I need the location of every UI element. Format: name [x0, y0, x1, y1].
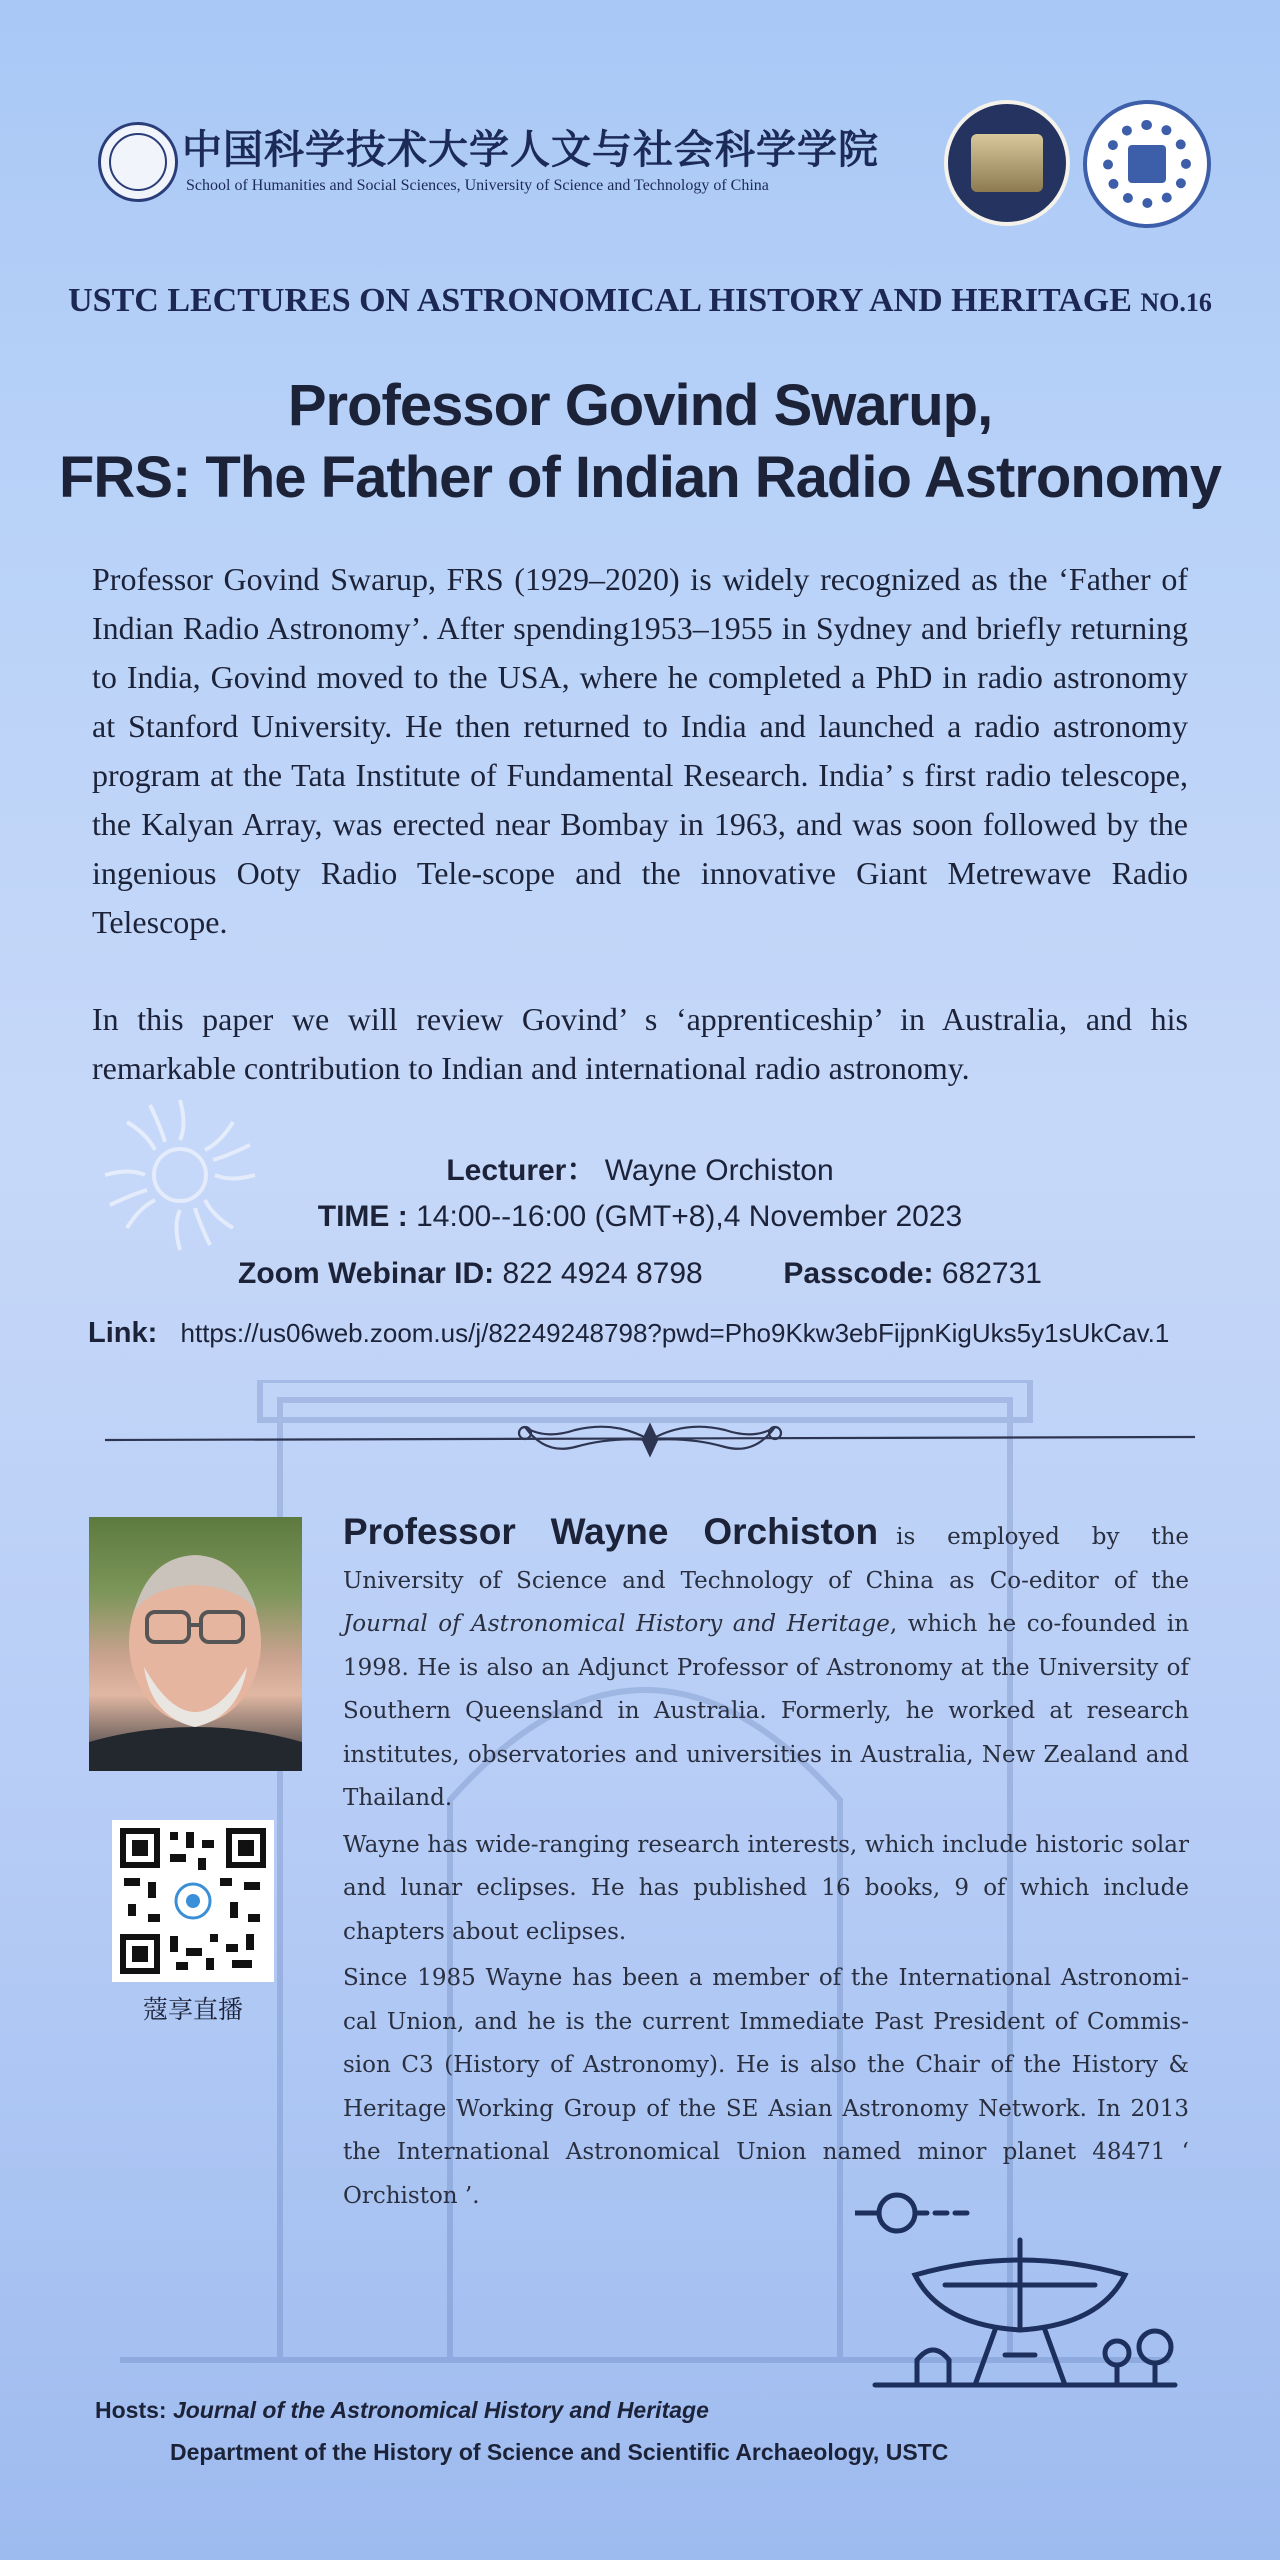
lecturer-portrait — [89, 1517, 302, 1771]
lecturer-name: Wayne Orchiston — [604, 1154, 834, 1187]
zoom-id-label: Zoom Webinar ID: — [238, 1257, 495, 1290]
passcode-value: 682731 — [941, 1257, 1042, 1290]
zoom-link[interactable]: https://us06web.zoom.us/j/82249248798?pwd=Pho9Kkw3ebFijpnKigUks5y1sUkCav.1 — [180, 1318, 1170, 1348]
bio-paragraph-3: Since 1985 Wayne has been a member of the International Astronomi-cal Union, and he is the current Immediate Past President of Commis-sion C3 (History of Astronomy). He is also the Chair of the History & Heritage Working Group of the SE Asian Astronomy Network. In 2013 the International Astronomical Union named minor planet 48471 ‘ Orchiston ’. — [343, 1965, 1189, 2209]
abstract — [92, 555, 1188, 1093]
hosts-line-1 — [95, 2397, 709, 2424]
title-line-2: FRS: The Father of Indian Radio Astronomy — [59, 445, 1221, 510]
lecturer-line — [0, 1145, 1280, 1189]
radio-telescope-icon — [855, 2185, 1195, 2395]
journal-logo — [944, 100, 1070, 226]
lecture-series-heading — [0, 282, 1280, 320]
link-label: Link: — [88, 1317, 158, 1349]
university-name-chinese: 中国科学技术大学人文与社会科学学院 — [182, 126, 879, 173]
bio-text-1a: is employed by the University of Science and Technology of China as Co-editor of the — [343, 1524, 1189, 1594]
zoom-id-value: 822 4924 8798 — [502, 1257, 703, 1290]
university-emblem — [98, 122, 178, 202]
abstract-paragraph-1: Professor Govind Swarup, FRS (1929–2020) is widely recognized as the ‘Father of Indian Radio Astronomy’. After spending1953–1955 in Sydney and briefly returning to India, Govind moved to the USA, where he completed a PhD in radio astronomy at Stanford University. He then returned to India and launched a radio astronomy program at the Tata Institute of Fundamental Research. India’ s first radio telescope, the Kalyan Array, was erected near Bombay in 1963, and was soon followed by the ingenious Ooty Radio Tele-scope and the innovative Giant Metrewave Radio Telescope. — [92, 561, 1188, 940]
time-value: 14:00--16:00 (GMT+8),4 November 2023 — [416, 1200, 963, 1233]
ornamental-divider — [105, 1415, 1195, 1465]
time-line — [0, 1200, 1280, 1234]
abstract-paragraph-2: In this paper we will review Govind’ s ‘apprenticeship’ in Australia, and his remarkable contribution to Indian and international radio astronomy. — [92, 1001, 1188, 1086]
bio-paragraph-1 — [343, 1510, 1189, 1821]
university-name-english: School of Humanities and Social Sciences, University of Science and Technology of China — [186, 177, 769, 194]
lecturer-bio — [343, 1510, 1189, 2218]
title-line-1: Professor Govind Swarup, — [287, 373, 993, 438]
time-label: TIME : — [317, 1200, 408, 1233]
link-line — [88, 1317, 1169, 1350]
bio-paragraph-2: Wayne has wide-ranging research interests, which include historic solar and lunar eclipses. He has published 16 books, 9 of which include chapters about eclipses. — [343, 1831, 1189, 1945]
lecturer-full-name: Professor Wayne Orchiston — [343, 1511, 879, 1552]
qr-code-label: 蔻享直播 — [142, 1995, 243, 2024]
series-number: NO.16 — [1140, 288, 1212, 317]
qr-code[interactable] — [112, 1820, 274, 1982]
host-department: Department of the History of Science and Scientific Archaeology, USTC — [170, 2439, 949, 2465]
series-label: USTC LECTURES ON ASTRONOMICAL HISTORY AND HERITAGE — [68, 282, 1132, 319]
journal-name: Journal of Astronomical History and Heritage — [343, 1611, 890, 1637]
lecturer-label: Lecturer： — [446, 1154, 597, 1187]
bio-text-1b: , which he co-founded in 1998. He is also an Adjunct Professor of Astronomy at the University of Southern Queensland in Australia. Formerly, he worked at research institutes, observatories and universities in Australia, New Zealand and Thailand. — [343, 1611, 1190, 1811]
host-journal: Journal of the Astronomical History and Heritage — [172, 2397, 709, 2423]
hosts-label: Hosts: — [95, 2397, 167, 2423]
passcode-label: Passcode: — [783, 1257, 934, 1290]
zoom-line — [0, 1257, 1280, 1291]
institute-seal-logo — [1083, 100, 1211, 228]
lecture-title — [0, 370, 1280, 514]
